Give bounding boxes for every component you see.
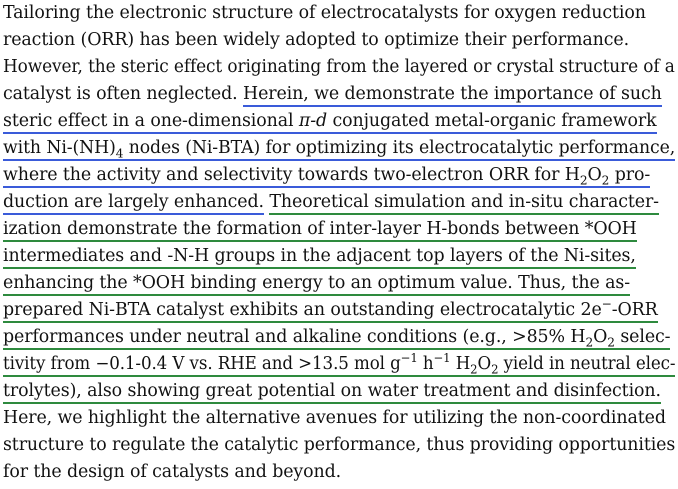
line-13-text-o: O xyxy=(593,327,608,347)
line-12-sup: − xyxy=(601,297,612,312)
line-12-underlined-green xyxy=(3,297,658,323)
line-14-text-a: tivity from −0.1-0.4 V vs. RHE and >13.5 mol g xyxy=(3,354,401,374)
line-7-underlined-blue xyxy=(3,165,650,188)
text-line-1 xyxy=(3,0,646,27)
line-1-text: Tailoring the electronic structure of electrocatalysts for oxygen reduction xyxy=(3,3,646,23)
line-13-text-e: selec- xyxy=(614,327,671,347)
text-line-10 xyxy=(3,243,636,270)
line-3-text: However, the steric effect originating from the layered or crystal structure of a xyxy=(3,57,675,77)
line-13-sub-1: 2 xyxy=(585,335,594,350)
line-13-underlined-green xyxy=(3,327,670,350)
line-11-text: enhancing the *OOH binding energy to an optimum value. Thus, the as- xyxy=(3,273,630,296)
text-line-14 xyxy=(3,351,675,378)
text-line-18 xyxy=(3,459,341,486)
line-8-text-underlined-blue: duction are largely enhanced. xyxy=(3,192,264,215)
line-6-subscript: 4 xyxy=(115,146,124,161)
line-6-text-c: nodes (Ni-BTA) for optimizing its electrocatalytic performance, xyxy=(123,138,676,158)
line-7-sub-2: 2 xyxy=(601,173,610,188)
line-10-text: intermediates and -N-H groups in the adjacent top layers of the Ni-sites, xyxy=(3,246,636,269)
text-line-7 xyxy=(3,162,650,189)
line-12-text-c: -ORR xyxy=(611,300,658,320)
line-14-sub-2: 2 xyxy=(491,362,499,377)
text-line-2 xyxy=(3,27,629,54)
line-5-underlined-blue xyxy=(3,111,657,134)
line-7-text-e: pro- xyxy=(609,165,651,185)
line-2-text: reaction (ORR) has been widely adopted to optimize their performance. xyxy=(3,30,630,50)
line-17-text: structure to regulate the catalytic performance, thus providing opportunities xyxy=(3,435,676,455)
line-14-sub-1: 2 xyxy=(470,362,478,377)
text-line-17 xyxy=(3,432,675,459)
line-4-text-underlined-blue: Herein, we demonstrate the importance of such xyxy=(243,84,662,107)
text-line-3 xyxy=(3,54,675,81)
line-6-underlined-blue xyxy=(3,138,675,161)
line-14-underlined-green xyxy=(3,351,676,377)
line-5-italic-pi-d: π-d xyxy=(298,111,328,131)
line-7-text-o: O xyxy=(587,165,602,185)
text-line-11 xyxy=(3,270,630,297)
text-line-15 xyxy=(3,378,661,405)
line-7-text-a: where the activity and selectivity towards two-electron ORR for H xyxy=(3,165,580,185)
text-line-8 xyxy=(3,189,659,216)
line-14-sup-2: −1 xyxy=(433,351,451,366)
line-15-text: trolytes), also showing great potential on water treatment and disinfection. xyxy=(3,381,661,404)
line-14-sup-1: −1 xyxy=(400,351,418,366)
line-18-text: for the design of catalysts and beyond. xyxy=(3,462,342,482)
line-13-text-a: performances under neutral and alkaline conditions (e.g., >85% H xyxy=(3,327,586,347)
text-line-6 xyxy=(3,135,675,162)
line-14-text-O: O xyxy=(477,354,492,374)
line-14-text-H: H xyxy=(450,354,471,374)
line-8-text-underlined-green: Theoretical simulation and in-situ character- xyxy=(269,192,659,215)
line-7-sub-1: 2 xyxy=(579,173,588,188)
line-6-text-a: with Ni-(NH) xyxy=(3,138,116,158)
line-5-text-a: steric effect in a one-dimensional xyxy=(3,111,299,131)
text-line-16 xyxy=(3,405,666,432)
line-16-text: Here, we highlight the alternative avenues for utilizing the non-coordinated xyxy=(3,408,666,428)
text-line-9 xyxy=(3,216,637,243)
line-4-text-plain: catalyst is often neglected. xyxy=(3,84,244,104)
line-13-sub-2: 2 xyxy=(607,335,615,350)
line-5-text-c: conjugated metal-organic framework xyxy=(327,111,657,131)
line-12-text-a: prepared Ni-BTA catalyst exhibits an outstanding electrocatalytic 2e xyxy=(3,300,602,320)
line-14-text-i: yield in neutral elec- xyxy=(498,354,676,374)
text-line-4 xyxy=(3,81,662,108)
text-line-5 xyxy=(3,108,657,135)
line-9-text: ization demonstrate the formation of inter-layer H-bonds between *OOH xyxy=(3,219,637,242)
text-line-13 xyxy=(3,324,670,351)
text-line-12 xyxy=(3,297,658,324)
line-14-text-h: h xyxy=(417,354,434,374)
